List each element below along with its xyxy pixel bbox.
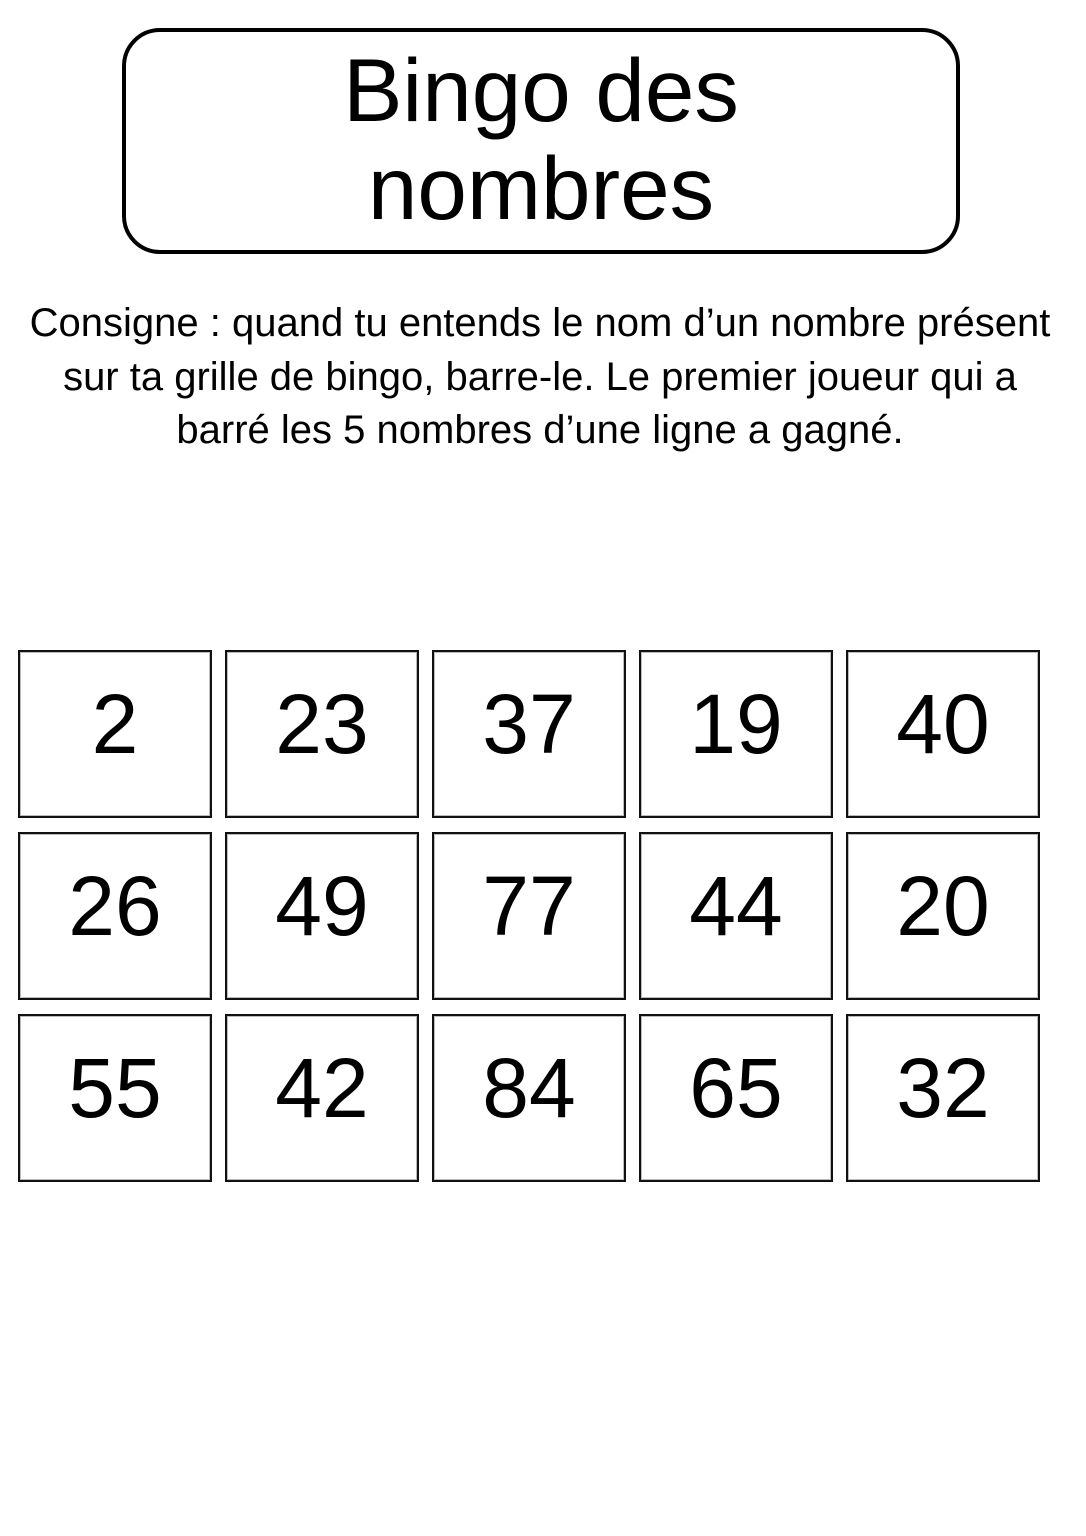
bingo-cell[interactable]: 37 (432, 650, 626, 818)
title-line-1: Bingo des (343, 40, 739, 140)
bingo-cell[interactable]: 40 (846, 650, 1040, 818)
bingo-cell[interactable]: 42 (225, 1014, 419, 1182)
bingo-cell[interactable]: 2 (18, 650, 212, 818)
bingo-cell[interactable]: 23 (225, 650, 419, 818)
page-title (343, 41, 739, 237)
bingo-cell[interactable]: 84 (432, 1014, 626, 1182)
bingo-cell[interactable]: 32 (846, 1014, 1040, 1182)
bingo-cell[interactable]: 77 (432, 832, 626, 1000)
title-box (122, 28, 960, 254)
bingo-cell[interactable]: 19 (639, 650, 833, 818)
bingo-cell[interactable]: 20 (846, 832, 1040, 1000)
bingo-cell[interactable]: 26 (18, 832, 212, 1000)
bingo-cell[interactable]: 49 (225, 832, 419, 1000)
bingo-cell[interactable]: 65 (639, 1014, 833, 1182)
bingo-grid (18, 650, 1040, 1182)
instructions-text: Consigne : quand tu entends le nom d’un nombre présent sur ta grille de bingo, barre-le. Le premier joueur qui a barré les 5 nombres d’une ligne a gagné. (29, 301, 1051, 452)
title-line-2: nombres (367, 138, 715, 238)
bingo-cell[interactable]: 44 (639, 832, 833, 1000)
bingo-cell[interactable]: 55 (18, 1014, 212, 1182)
